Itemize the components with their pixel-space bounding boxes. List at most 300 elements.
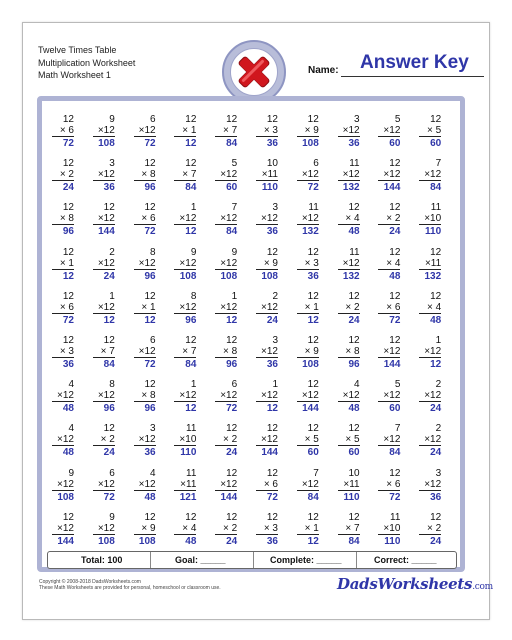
- answer-rule: [215, 269, 237, 270]
- answer-rule: [419, 534, 441, 535]
- multiplicand: 4: [68, 379, 74, 391]
- multiplier: × 2: [223, 522, 238, 534]
- product-answer: 108: [302, 138, 319, 149]
- problem-cell: [248, 512, 292, 552]
- problem-cell: [126, 512, 170, 552]
- problem-cell: [411, 468, 455, 508]
- problem-cell: [126, 158, 170, 198]
- product-answer: 36: [307, 270, 319, 282]
- problem-cell: [166, 114, 210, 154]
- answer-rule: [378, 357, 400, 358]
- multiplier: × 5: [345, 434, 360, 446]
- problem-cell: [289, 379, 333, 419]
- site-logo: [337, 575, 493, 593]
- problem-cell: [166, 468, 210, 508]
- product-answer: 72: [389, 314, 401, 326]
- goal-field: Goal: _____: [175, 555, 226, 565]
- product-answer: 36: [62, 359, 74, 370]
- problem-cell: [248, 335, 292, 375]
- multiplicand: 12: [430, 290, 442, 302]
- product-answer: 36: [430, 491, 442, 503]
- problem-cell: [411, 158, 455, 198]
- multiplicand: 12: [307, 511, 319, 523]
- multiplicand: 12: [389, 467, 401, 479]
- multiplier: ×12: [138, 434, 156, 446]
- answer-rule: [378, 136, 400, 137]
- multiplier: ×12: [383, 434, 401, 446]
- multiplier: × 4: [427, 301, 442, 313]
- multiplier: ×12: [261, 213, 278, 225]
- multiplicand: 12: [185, 158, 197, 170]
- product-answer: 96: [103, 403, 115, 415]
- answer-rule: [419, 490, 441, 491]
- answer-rule: [338, 490, 360, 491]
- multiplier: ×12: [424, 390, 442, 402]
- answer-rule: [378, 313, 400, 314]
- answer-rule: [215, 401, 237, 402]
- product-answer: 132: [424, 270, 442, 282]
- multiplier: × 8: [59, 213, 74, 225]
- product-answer: 36: [348, 138, 360, 149]
- multiplicand: 7: [435, 158, 442, 170]
- multiplier: ×12: [424, 346, 442, 357]
- product-answer: 60: [389, 138, 401, 149]
- answer-rule: [174, 269, 196, 270]
- multiplier: × 1: [141, 301, 156, 313]
- problem-cell: [411, 202, 455, 242]
- name-label: Name:: [308, 65, 339, 76]
- answer-rule: [297, 357, 319, 358]
- multiplier: ×12: [301, 390, 319, 402]
- product-answer: 96: [348, 359, 360, 370]
- problem-cell: [207, 423, 251, 463]
- product-answer: 36: [103, 182, 115, 194]
- product-answer: 72: [62, 314, 74, 326]
- multiplicand: 12: [144, 290, 156, 302]
- problem-cell: [44, 335, 88, 375]
- multiplicand: 12: [348, 290, 360, 302]
- problem-cell: [330, 468, 374, 508]
- multiplier: ×12: [383, 169, 401, 181]
- answer-rule: [419, 313, 441, 314]
- answer-rule: [215, 224, 237, 225]
- answer-rule: [378, 490, 400, 491]
- multiplier: ×11: [343, 478, 360, 490]
- multiplier: ×12: [57, 478, 74, 490]
- multiplicand: 12: [144, 158, 156, 170]
- multiplier: ×12: [57, 434, 74, 446]
- product-answer: 12: [185, 138, 197, 149]
- problem-cell: [370, 335, 414, 375]
- multiplier: × 4: [345, 213, 360, 225]
- multiplicand: 12: [144, 379, 156, 391]
- multiplicand: 12: [348, 202, 360, 214]
- problem-cell: [166, 423, 210, 463]
- answer-rule: [93, 224, 115, 225]
- multiplicand: 12: [226, 335, 238, 346]
- answer-rule: [419, 401, 441, 402]
- answer-rule: [93, 357, 115, 358]
- multiplicand: 12: [144, 511, 156, 523]
- answer-rule: [52, 401, 74, 402]
- answer-rule: [256, 445, 278, 446]
- answer-rule: [378, 180, 400, 181]
- problem-cell: [289, 423, 333, 463]
- answer-rule: [93, 180, 115, 181]
- problem-cell: [248, 202, 292, 242]
- answer-rule: [338, 136, 360, 137]
- multiplicand: 12: [226, 114, 238, 125]
- problem-cell: [207, 335, 251, 375]
- problem-cell: [411, 379, 455, 419]
- multiplier: × 1: [304, 522, 319, 534]
- multiplicand: 12: [266, 246, 278, 258]
- problem-cell: [370, 291, 414, 331]
- multiplier: ×12: [383, 346, 401, 357]
- problem-cell: [44, 114, 88, 154]
- answer-rule: [93, 445, 115, 446]
- problem-cell: [126, 423, 170, 463]
- answer-rule: [338, 180, 360, 181]
- multiplicand: 8: [109, 379, 115, 391]
- multiplier: × 8: [345, 346, 360, 357]
- multiplier: ×12: [342, 390, 360, 402]
- multiplicand: 12: [226, 423, 238, 435]
- answer-key-badge: [222, 40, 286, 104]
- problem-cell: [44, 247, 88, 287]
- problem-cell: [44, 468, 88, 508]
- product-answer: 84: [307, 491, 319, 503]
- product-answer: 24: [348, 314, 360, 326]
- product-answer: 72: [144, 138, 156, 149]
- problem-cell: [85, 512, 129, 552]
- multiplier: × 5: [304, 434, 319, 446]
- multiplicand: 5: [231, 158, 238, 170]
- multiplier: × 3: [59, 346, 74, 357]
- problem-cell: [370, 114, 414, 154]
- multiplier: ×12: [220, 478, 238, 490]
- answer-rule: [93, 490, 115, 491]
- answer-rule: [338, 313, 360, 314]
- multiplicand: 12: [103, 335, 115, 346]
- product-answer: 84: [226, 138, 238, 149]
- multiplier: ×12: [97, 478, 115, 490]
- multiplier: × 7: [100, 346, 115, 357]
- multiplier: × 1: [182, 125, 197, 136]
- multiplier: ×12: [220, 213, 238, 225]
- answer-rule: [134, 269, 156, 270]
- answer-rule: [378, 269, 400, 270]
- multiplicand: 12: [389, 158, 401, 170]
- multiplier: ×11: [180, 478, 197, 490]
- multiplier: ×12: [138, 478, 156, 490]
- multiplicand: 12: [185, 511, 197, 523]
- copyright-line: Copyright © 2008-2018 DadsWorksheets.com: [39, 579, 141, 585]
- multiplier: × 7: [223, 125, 238, 136]
- problem-cell: [330, 335, 374, 375]
- multiplier: × 6: [59, 301, 74, 313]
- multiplicand: 2: [272, 290, 278, 302]
- answer-rule: [174, 445, 196, 446]
- problem-cell: [330, 114, 374, 154]
- multiplier: ×12: [342, 169, 360, 181]
- multiplicand: 7: [231, 202, 238, 214]
- multiplicand: 12: [226, 467, 238, 479]
- product-answer: 144: [302, 403, 319, 415]
- multiplier: ×12: [261, 301, 278, 313]
- problem-cell: [44, 202, 88, 242]
- total-label: Total: 100: [81, 555, 123, 565]
- multiplier: × 5: [427, 125, 442, 136]
- multiplicand: 12: [62, 158, 74, 170]
- multiplier: × 7: [182, 169, 197, 181]
- name-line: [341, 76, 484, 77]
- multiplier: ×12: [301, 169, 319, 181]
- product-answer: 12: [430, 359, 442, 370]
- problem-cell: [248, 114, 292, 154]
- multiplier: ×10: [179, 434, 197, 446]
- answer-rule: [256, 534, 278, 535]
- answer-rule: [297, 401, 319, 402]
- problem-cell: [289, 247, 333, 287]
- multiplier: ×12: [261, 346, 278, 357]
- problem-cell: [330, 158, 374, 198]
- multiplier: × 4: [182, 522, 197, 534]
- product-answer: 72: [226, 403, 238, 415]
- product-answer: 48: [389, 270, 401, 282]
- problem-cell: [289, 158, 333, 198]
- multiplier: × 9: [141, 522, 156, 534]
- problem-cell: [85, 158, 129, 198]
- answer-key-heading: Answer Key: [360, 52, 469, 73]
- multiplier: ×12: [97, 125, 115, 136]
- correct-field: Correct: _____: [374, 555, 437, 565]
- multiplier: ×12: [179, 390, 197, 402]
- complete-field: Complete: _____: [270, 555, 342, 565]
- product-answer: 144: [57, 535, 74, 547]
- product-answer: 48: [348, 226, 360, 238]
- answer-rule: [297, 180, 319, 181]
- multiplicand: 12: [185, 335, 197, 346]
- multiplier: × 6: [141, 213, 156, 225]
- problem-cell: [44, 158, 88, 198]
- answer-rule: [338, 445, 360, 446]
- product-answer: 110: [180, 447, 197, 459]
- problem-cell: [370, 379, 414, 419]
- footer-divider: [150, 552, 151, 568]
- multiplier: ×10: [424, 213, 442, 225]
- product-answer: 24: [103, 447, 115, 459]
- answer-rule: [52, 224, 74, 225]
- problem-cell: [44, 379, 88, 419]
- product-answer: 96: [144, 270, 156, 282]
- answer-rule: [215, 490, 237, 491]
- problem-cell: [370, 158, 414, 198]
- problem-cell: [330, 291, 374, 331]
- multiplicand: 11: [349, 246, 360, 258]
- answer-rule: [256, 136, 278, 137]
- product-answer: 84: [103, 359, 115, 370]
- answer-rule: [174, 490, 196, 491]
- product-answer: 144: [220, 491, 238, 503]
- answer-rule: [134, 534, 156, 535]
- multiplicand: 12: [307, 423, 319, 435]
- problem-cell: [411, 114, 455, 154]
- product-answer: 96: [226, 359, 238, 370]
- product-answer: 48: [62, 447, 74, 459]
- product-answer: 48: [430, 314, 442, 326]
- multiplier: ×12: [179, 257, 197, 269]
- product-answer: 48: [144, 491, 156, 503]
- product-answer: 60: [307, 447, 319, 459]
- multiplicand: 8: [190, 290, 197, 302]
- product-answer: 84: [430, 182, 442, 194]
- multiplicand: 2: [109, 246, 115, 258]
- name-row: [308, 52, 488, 78]
- problem-cell: [248, 247, 292, 287]
- multiplicand: 3: [272, 202, 278, 214]
- multiplicand: 12: [103, 202, 115, 214]
- problem-cell: [289, 291, 333, 331]
- answer-rule: [52, 313, 74, 314]
- problem-cell: [370, 202, 414, 242]
- answer-rule: [256, 313, 278, 314]
- problem-cell: [370, 247, 414, 287]
- multiplicand: 12: [266, 511, 278, 523]
- multiplicand: 4: [150, 467, 156, 479]
- problem-cell: [44, 291, 88, 331]
- multiplicand: 12: [62, 202, 74, 214]
- answer-rule: [215, 534, 237, 535]
- multiplicand: 3: [150, 423, 156, 435]
- multiplicand: 10: [266, 158, 278, 170]
- multiplicand: 12: [389, 335, 401, 346]
- problem-cell: [289, 202, 333, 242]
- problem-cell: [166, 379, 210, 419]
- answer-rule: [93, 136, 115, 137]
- worksheet-title: Twelve Times Table: [38, 45, 117, 55]
- problem-cell: [248, 423, 292, 463]
- answer-rule: [134, 490, 156, 491]
- problem-cell: [85, 202, 129, 242]
- problem-cell: [166, 512, 210, 552]
- answer-rule: [378, 224, 400, 225]
- multiplier: ×12: [138, 346, 156, 357]
- product-answer: 72: [144, 359, 156, 370]
- product-answer: 36: [266, 359, 278, 370]
- multiplicand: 3: [109, 158, 115, 170]
- problem-cell: [126, 335, 170, 375]
- answer-rule: [174, 136, 196, 137]
- answer-rule: [297, 490, 319, 491]
- product-answer: 108: [302, 359, 319, 370]
- multiplicand: 9: [190, 246, 197, 258]
- problem-cell: [248, 468, 292, 508]
- problem-cell: [207, 512, 251, 552]
- answer-rule: [52, 269, 74, 270]
- answer-rule: [52, 180, 74, 181]
- answer-rule: [256, 357, 278, 358]
- problem-cell: [411, 291, 455, 331]
- problem-cell: [207, 202, 251, 242]
- answer-rule: [419, 224, 441, 225]
- multiplicand: 7: [394, 423, 401, 435]
- multiplicand: 12: [226, 511, 238, 523]
- answer-rule: [215, 136, 237, 137]
- multiplicand: 12: [389, 290, 401, 302]
- product-answer: 12: [103, 314, 115, 326]
- multiplicand: 12: [266, 467, 278, 479]
- answer-rule: [338, 357, 360, 358]
- multiplicand: 11: [430, 202, 442, 214]
- multiplier: × 2: [427, 522, 442, 534]
- problem-cell: [126, 202, 170, 242]
- multiplicand: 6: [150, 114, 156, 125]
- multiplier: ×12: [57, 522, 74, 534]
- multiplicand: 6: [109, 467, 115, 479]
- multiplier: ×12: [138, 125, 156, 136]
- product-answer: 48: [62, 403, 74, 415]
- problem-cell: [85, 247, 129, 287]
- multiplier: × 8: [141, 169, 156, 181]
- multiplicand: 12: [307, 246, 319, 258]
- product-answer: 36: [144, 447, 156, 459]
- answer-rule: [174, 224, 196, 225]
- multiplicand: 12: [307, 114, 319, 125]
- product-answer: 144: [383, 359, 401, 370]
- answer-rule: [297, 269, 319, 270]
- multiplier: ×12: [57, 390, 74, 402]
- product-answer: 12: [62, 270, 74, 282]
- problem-cell: [370, 468, 414, 508]
- multiplicand: 11: [349, 158, 360, 170]
- multiplicand: 5: [394, 114, 401, 125]
- answer-rule: [297, 534, 319, 535]
- multiplier: × 8: [141, 390, 156, 402]
- multiplier: × 2: [386, 213, 401, 225]
- product-answer: 24: [266, 314, 278, 326]
- multiplicand: 12: [266, 114, 278, 125]
- problem-cell: [166, 335, 210, 375]
- multiplier: ×12: [301, 478, 319, 490]
- problem-cell: [85, 468, 129, 508]
- answer-rule: [134, 445, 156, 446]
- multiplicand: 12: [389, 246, 401, 258]
- product-answer: 24: [389, 226, 401, 238]
- multiplicand: 12: [348, 511, 360, 523]
- multiplier: ×12: [97, 522, 115, 534]
- footer-divider: [253, 552, 254, 568]
- answer-rule: [134, 313, 156, 314]
- product-answer: 24: [226, 447, 238, 459]
- problem-cell: [289, 335, 333, 375]
- problem-cell: [248, 379, 292, 419]
- multiplier: ×12: [383, 125, 401, 136]
- answer-rule: [52, 534, 74, 535]
- multiplicand: 12: [185, 114, 197, 125]
- answer-rule: [134, 401, 156, 402]
- answer-rule: [256, 269, 278, 270]
- multiplicand: 6: [313, 158, 319, 170]
- multiplier: × 1: [59, 257, 74, 269]
- problem-cell: [166, 247, 210, 287]
- answer-rule: [419, 180, 441, 181]
- multiplicand: 12: [62, 246, 74, 258]
- answer-rule: [93, 313, 115, 314]
- answer-rule: [93, 534, 115, 535]
- multiplier: × 6: [263, 478, 278, 490]
- product-answer: 84: [185, 182, 197, 194]
